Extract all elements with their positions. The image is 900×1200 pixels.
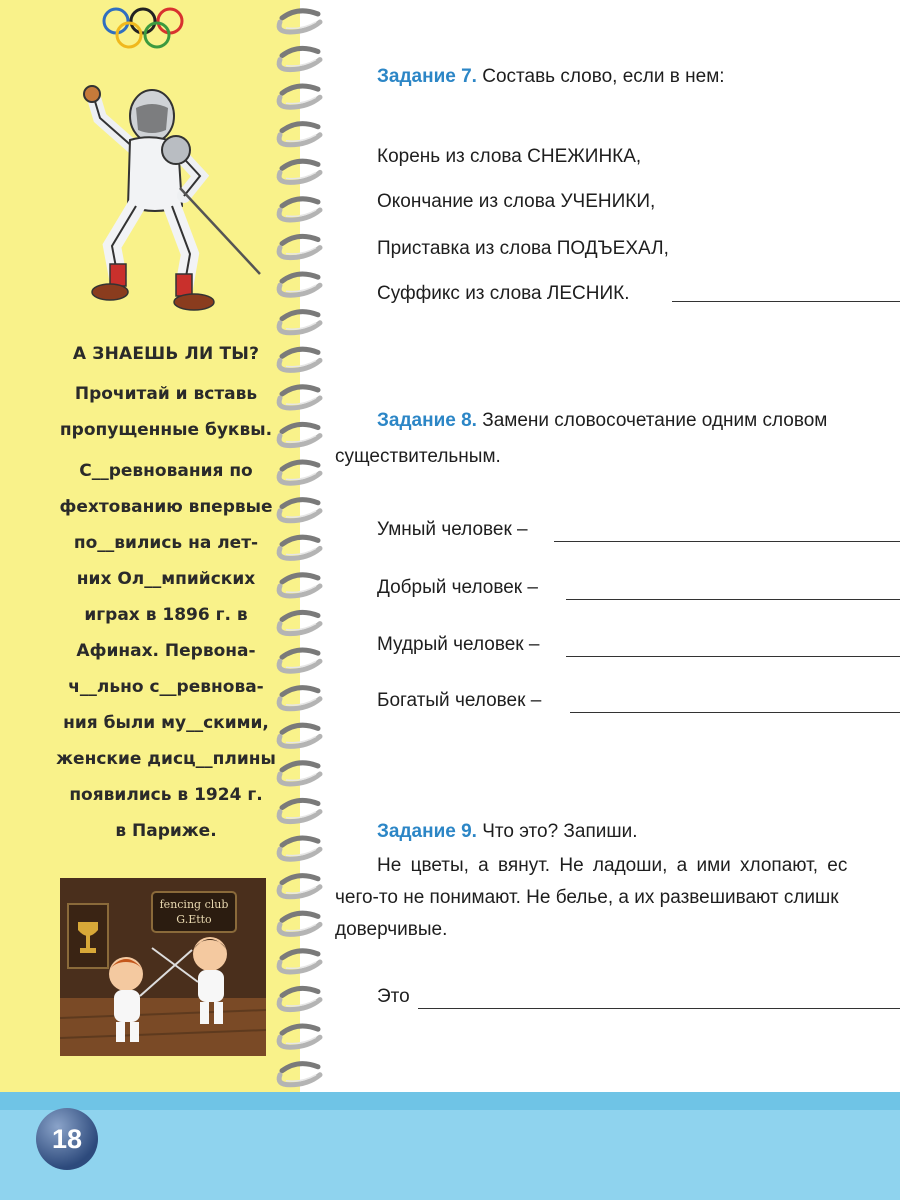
- fact-line: в Париже.: [115, 821, 217, 841]
- fact-line: Афинах. Первона-: [76, 641, 256, 661]
- instruction-line: Прочитай и вставь: [74, 384, 258, 404]
- fact-line: ч__льно с__ревнова-: [68, 677, 264, 697]
- task9-label: Задание 9.: [377, 821, 477, 842]
- footer-band: [0, 1110, 900, 1200]
- task7-item: Корень из слова СНЕЖИНКА,: [377, 146, 642, 167]
- task7-item: Суффикс из слова ЛЕСНИК.: [377, 283, 630, 304]
- fact-line: по__вились на лет-: [73, 533, 259, 553]
- task8-item: Мудрый человек –: [377, 634, 540, 655]
- task9-riddle-line: Не цветы, а вянут. Не ладоши, а ими хлопают, ес: [377, 855, 848, 876]
- task7-label: Задание 7.: [377, 66, 477, 87]
- task9-answer-blank[interactable]: [418, 1008, 900, 1009]
- club-sign-line: G.Etto: [176, 913, 212, 926]
- fact-line: появились в 1924 г.: [69, 785, 263, 805]
- fact-line: них Ол__мпийских: [76, 569, 256, 589]
- task7-answer-blank[interactable]: [672, 301, 900, 302]
- task8-label: Задание 8.: [377, 410, 477, 431]
- club-sign-line: fencing club: [159, 898, 229, 911]
- task8-header: [377, 410, 827, 432]
- fact-line: женские дисц__плины: [56, 749, 276, 769]
- task7-item: Приставка из слова ПОДЪЕХАЛ,: [377, 238, 669, 259]
- fact-line: фехтованию впервые: [59, 497, 273, 517]
- fact-line: играх в 1896 г. в: [84, 605, 248, 625]
- sidebar-heading: А ЗНАЕШЬ ЛИ ТЫ?: [72, 344, 260, 364]
- fact-line: ния были му__скими,: [63, 713, 269, 733]
- task9-prompt: Что это? Запиши.: [482, 821, 638, 842]
- instruction-line: пропущенные буквы.: [59, 420, 273, 440]
- task8-answer-blank[interactable]: [566, 656, 900, 657]
- task9-header: [377, 821, 638, 843]
- task8-answer-blank[interactable]: [570, 712, 900, 713]
- page-footer: [0, 1092, 900, 1200]
- task7-prompt: Составь слово, если в нем:: [482, 66, 725, 87]
- page-number: 18: [36, 1108, 98, 1170]
- fact-line: С__ревнования по: [79, 461, 253, 481]
- task8-item: Умный человек –: [377, 519, 528, 540]
- task8-prompt-continued: существительным.: [335, 446, 501, 467]
- task8-item: Добрый человек –: [377, 577, 538, 598]
- task7-header: [377, 66, 725, 88]
- task9-answer-label: Это: [377, 986, 410, 1007]
- task8-answer-blank[interactable]: [554, 541, 900, 542]
- task8-prompt: Замени словосочетание одним словом: [482, 410, 828, 431]
- task8-item: Богатый человек –: [377, 690, 542, 711]
- task7-item: Окончание из слова УЧЕНИКИ,: [377, 191, 656, 212]
- task9-riddle-line: чего-то не понимают. Не белье, а их развешивают слишк: [335, 887, 839, 908]
- task8-answer-blank[interactable]: [566, 599, 900, 600]
- task9-riddle-line: доверчивые.: [335, 919, 448, 940]
